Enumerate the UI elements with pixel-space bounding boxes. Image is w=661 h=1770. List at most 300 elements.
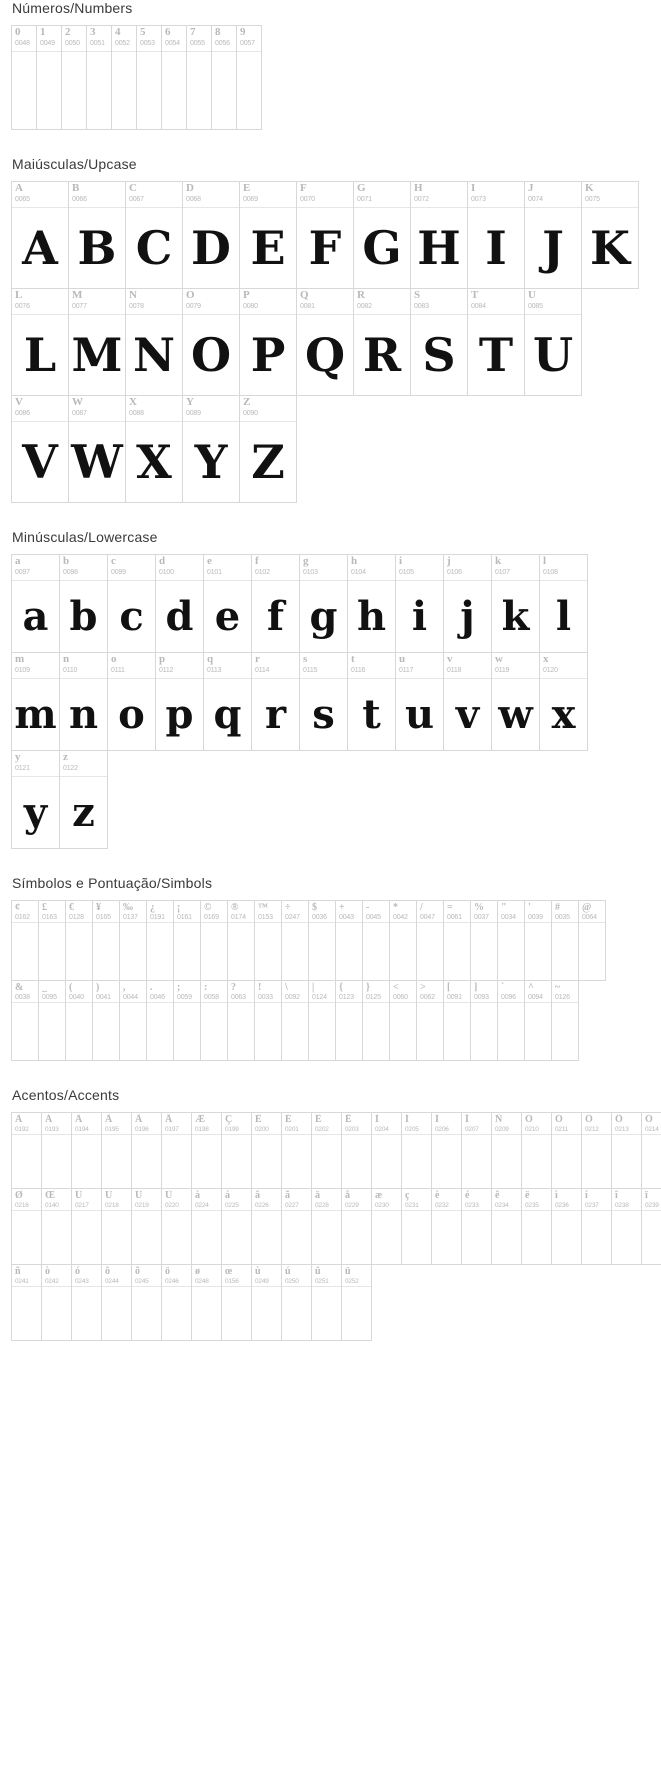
glyph-cell[interactable]	[41, 1188, 72, 1265]
glyph-cell[interactable]	[251, 1264, 282, 1341]
glyph-preview	[12, 923, 38, 980]
glyph-cell[interactable]	[119, 900, 147, 981]
glyph-cell[interactable]	[221, 1188, 252, 1265]
glyph-code-label: 0169	[204, 914, 219, 921]
glyph-char-label: S	[414, 290, 421, 301]
glyph-cell[interactable]	[347, 652, 396, 751]
glyph-cell[interactable]	[71, 1112, 102, 1189]
glyph-char-label: 7	[190, 27, 196, 38]
glyph-cell[interactable]	[551, 1112, 582, 1189]
glyph-cell-header	[444, 653, 491, 679]
glyph-cell-header	[492, 555, 539, 581]
glyph-cell-header	[112, 26, 136, 52]
glyph-code-label: 0051	[90, 40, 105, 47]
glyph-cell[interactable]	[186, 25, 212, 130]
glyph-preview	[147, 923, 173, 980]
glyph-cell[interactable]	[131, 1112, 162, 1189]
glyph-cell[interactable]	[416, 980, 444, 1061]
glyph-cell[interactable]	[146, 980, 174, 1061]
glyph-cell[interactable]	[524, 900, 552, 981]
glyph-code-label: 0092	[285, 994, 300, 1001]
glyph-cell[interactable]	[389, 900, 417, 981]
glyph-preview: K	[590, 221, 630, 275]
glyph-cell[interactable]	[68, 288, 126, 396]
glyph-cell[interactable]	[161, 25, 187, 130]
glyph-cell[interactable]	[36, 25, 62, 130]
glyph-cell[interactable]	[251, 554, 300, 653]
glyph-cell[interactable]	[551, 980, 579, 1061]
glyph-cell[interactable]	[299, 652, 348, 751]
glyph-cell[interactable]	[524, 288, 582, 396]
glyph-cell[interactable]	[38, 980, 66, 1061]
glyph-cell[interactable]	[227, 900, 255, 981]
glyph-cell[interactable]	[11, 1112, 42, 1189]
glyph-cell-header	[102, 1113, 131, 1135]
glyph-cell[interactable]	[182, 288, 240, 396]
glyph-code-label: 0095	[42, 994, 57, 1001]
glyph-cell[interactable]	[203, 554, 252, 653]
glyph-preview	[102, 1287, 131, 1340]
glyph-cell[interactable]	[239, 395, 297, 503]
glyph-cell[interactable]	[461, 1188, 492, 1265]
glyph-cell-header	[300, 653, 347, 679]
glyph-preview	[444, 1003, 470, 1060]
glyph-cell[interactable]	[497, 980, 525, 1061]
glyph-cell[interactable]	[521, 1188, 552, 1265]
glyph-cell[interactable]	[68, 181, 126, 289]
glyph-cell-header	[204, 555, 251, 581]
glyph-cell[interactable]	[65, 980, 93, 1061]
glyph-cell[interactable]	[211, 25, 237, 130]
glyph-code-label: 0115	[303, 667, 318, 674]
glyph-cell[interactable]	[11, 652, 60, 751]
glyph-cell[interactable]	[11, 900, 39, 981]
glyph-char-label: C	[129, 183, 137, 194]
glyph-cell-header	[12, 1189, 41, 1211]
glyph-cell[interactable]	[539, 652, 588, 751]
glyph-code-label: 0037	[474, 914, 489, 921]
glyph-cell-header	[228, 981, 254, 1003]
glyph-code-label: 0231	[405, 1202, 419, 1209]
glyph-cell[interactable]	[371, 1188, 402, 1265]
glyph-cell[interactable]	[101, 1188, 132, 1265]
glyph-cell[interactable]	[191, 1112, 222, 1189]
glyph-cell[interactable]	[539, 554, 588, 653]
glyph-cell-header	[540, 653, 587, 679]
glyph-cell[interactable]	[41, 1264, 72, 1341]
glyph-preview: I	[485, 221, 507, 275]
glyph-code-label: 0043	[339, 914, 354, 921]
glyph-code-label: 0200	[255, 1126, 269, 1133]
glyph-cell[interactable]	[155, 554, 204, 653]
glyph-cell[interactable]	[347, 554, 396, 653]
glyph-cell-header	[62, 26, 86, 52]
glyph-preview: P	[250, 328, 286, 382]
glyph-cell[interactable]	[353, 288, 411, 396]
glyph-cell[interactable]	[101, 1112, 132, 1189]
glyph-cell-header	[126, 289, 182, 315]
glyph-cell[interactable]	[11, 1188, 42, 1265]
glyph-cell[interactable]	[341, 1112, 372, 1189]
glyph-cell[interactable]	[239, 181, 297, 289]
glyph-code-label: 0247	[285, 914, 300, 921]
glyph-preview: M	[71, 328, 123, 382]
glyph-cell[interactable]	[203, 652, 252, 751]
glyph-cell-header	[444, 901, 470, 923]
glyph-char-label: {	[339, 982, 343, 993]
glyph-char-label: æ	[375, 1190, 383, 1201]
glyph-cell[interactable]	[395, 554, 444, 653]
glyph-preview	[312, 1211, 341, 1264]
glyph-code-label: 0119	[495, 667, 510, 674]
glyph-cell[interactable]	[11, 25, 37, 130]
glyph-preview: D	[191, 221, 231, 275]
glyph-char-label: Ø	[15, 1190, 23, 1201]
glyph-cell[interactable]	[251, 652, 300, 751]
glyph-cell[interactable]	[581, 1188, 612, 1265]
glyph-code-label: 0063	[231, 994, 246, 1001]
glyph-cell[interactable]	[111, 25, 137, 130]
glyph-cell[interactable]	[92, 900, 120, 981]
glyph-code-label: 0213	[615, 1126, 629, 1133]
glyph-cell-header	[390, 981, 416, 1003]
glyph-cell[interactable]	[59, 750, 108, 849]
glyph-preview	[525, 923, 551, 980]
glyph-cell[interactable]	[467, 181, 525, 289]
glyph-cell-header	[72, 1265, 101, 1287]
glyph-preview: j	[460, 593, 475, 640]
glyph-cell[interactable]	[251, 1112, 282, 1189]
glyph-cell[interactable]	[155, 652, 204, 751]
glyph-preview	[228, 1003, 254, 1060]
glyph-code-label: 0078	[129, 303, 144, 310]
glyph-cell[interactable]	[92, 980, 120, 1061]
glyph-cell[interactable]	[431, 1112, 462, 1189]
glyph-preview: s	[312, 691, 335, 738]
glyph-cell[interactable]	[491, 1112, 522, 1189]
glyph-preview: A	[22, 221, 58, 275]
glyph-cell[interactable]	[59, 652, 108, 751]
glyph-cell[interactable]	[491, 554, 540, 653]
glyph-preview	[87, 52, 111, 129]
glyph-cell[interactable]	[308, 900, 336, 981]
glyph-preview	[252, 1135, 281, 1188]
glyph-preview: v	[455, 691, 480, 738]
glyph-code-label: 0072	[414, 196, 429, 203]
glyph-char-label: #	[555, 902, 560, 913]
glyph-code-label: 0077	[72, 303, 87, 310]
glyph-cell[interactable]	[470, 980, 498, 1061]
glyph-cell[interactable]	[131, 1188, 162, 1265]
glyph-cell[interactable]	[641, 1112, 661, 1189]
glyph-char-label: O	[186, 290, 195, 301]
glyph-preview	[102, 1135, 131, 1188]
glyph-cell[interactable]	[335, 900, 363, 981]
glyph-code-label: 0163	[42, 914, 57, 921]
glyph-cell[interactable]	[491, 1188, 522, 1265]
glyph-cell[interactable]	[296, 181, 354, 289]
glyph-preview: d	[165, 593, 194, 640]
glyph-cell-header	[348, 653, 395, 679]
glyph-cell[interactable]	[281, 900, 309, 981]
glyph-code-label: 0083	[414, 303, 429, 310]
glyph-cell-header	[237, 26, 261, 52]
glyph-preview	[612, 1135, 641, 1188]
glyph-cell[interactable]	[182, 181, 240, 289]
glyph-cell-header	[147, 901, 173, 923]
glyph-code-label: 0049	[40, 40, 55, 47]
glyph-cell[interactable]	[136, 25, 162, 130]
glyph-cell[interactable]	[221, 1264, 252, 1341]
glyph-code-label: 0099	[111, 569, 126, 576]
glyph-preview	[336, 923, 362, 980]
glyph-cell-header	[282, 981, 308, 1003]
glyph-char-label: 8	[215, 27, 221, 38]
glyph-cell[interactable]	[401, 1112, 432, 1189]
glyph-char-label: n	[63, 654, 70, 665]
glyph-cell[interactable]	[341, 1264, 372, 1341]
glyph-char-label: ©	[204, 902, 212, 913]
glyph-code-label: 0128	[69, 914, 84, 921]
glyph-cell[interactable]	[335, 980, 363, 1061]
glyph-preview: T	[478, 328, 514, 382]
glyph-cell[interactable]	[443, 900, 471, 981]
glyph-code-label: 0203	[345, 1126, 359, 1133]
glyph-cell[interactable]	[71, 1264, 102, 1341]
glyph-cell[interactable]	[578, 900, 606, 981]
glyph-preview: b	[69, 593, 98, 640]
glyph-char-label: ¿	[150, 902, 155, 913]
glyph-cell[interactable]	[443, 652, 492, 751]
glyph-cell[interactable]	[38, 900, 66, 981]
glyph-char-label: m	[15, 654, 25, 665]
glyph-char-label: ,	[123, 982, 126, 993]
glyph-cell-header	[255, 901, 281, 923]
glyph-cell[interactable]	[311, 1264, 342, 1341]
glyph-cell[interactable]	[611, 1188, 642, 1265]
glyph-code-label: 0102	[255, 569, 270, 576]
glyph-cell[interactable]	[467, 288, 525, 396]
glyph-cell[interactable]	[11, 980, 39, 1061]
glyph-cell[interactable]	[281, 1112, 312, 1189]
glyph-char-label: Î	[435, 1114, 439, 1125]
glyph-cell[interactable]	[524, 181, 582, 289]
glyph-code-label: 0234	[495, 1202, 509, 1209]
glyph-cell[interactable]	[101, 1264, 132, 1341]
glyph-cell[interactable]	[443, 554, 492, 653]
glyph-cell[interactable]	[11, 288, 69, 396]
glyph-cell[interactable]	[296, 288, 354, 396]
glyph-cell[interactable]	[461, 1112, 492, 1189]
glyph-cell[interactable]	[443, 980, 471, 1061]
glyph-preview	[309, 1003, 335, 1060]
glyph-char-label: ä	[315, 1190, 320, 1201]
glyph-cell[interactable]	[581, 1112, 612, 1189]
glyph-cell[interactable]	[71, 1188, 102, 1265]
glyph-code-label: 0243	[75, 1278, 89, 1285]
glyph-cell[interactable]	[11, 181, 69, 289]
glyph-cell[interactable]	[119, 980, 147, 1061]
glyph-cell[interactable]	[41, 1112, 72, 1189]
glyph-cell[interactable]	[227, 980, 255, 1061]
glyph-char-label: %	[474, 902, 484, 913]
glyph-cell[interactable]	[353, 181, 411, 289]
glyph-preview	[252, 1287, 281, 1340]
glyph-cell-header	[69, 396, 125, 422]
glyph-preview	[462, 1135, 491, 1188]
glyph-cell-header	[579, 901, 605, 923]
glyph-cell[interactable]	[68, 395, 126, 503]
glyph-cell[interactable]	[521, 1112, 552, 1189]
glyph-preview: Z	[251, 435, 285, 489]
glyph-cell[interactable]	[308, 980, 336, 1061]
glyph-char-label: Õ	[615, 1114, 623, 1125]
glyph-preview	[12, 1135, 41, 1188]
glyph-preview	[522, 1211, 551, 1264]
glyph-cell[interactable]	[59, 554, 108, 653]
glyph-cell[interactable]	[221, 1112, 252, 1189]
glyph-cell[interactable]	[281, 1188, 312, 1265]
glyph-char-label: À	[15, 1114, 23, 1125]
glyph-cell[interactable]	[107, 652, 156, 751]
glyph-cell[interactable]	[251, 1188, 282, 1265]
glyph-preview	[312, 1287, 341, 1340]
glyph-cell[interactable]	[470, 900, 498, 981]
glyph-cell[interactable]	[254, 900, 282, 981]
glyph-cell[interactable]	[11, 554, 60, 653]
glyph-cell[interactable]	[410, 181, 468, 289]
glyph-cell[interactable]	[161, 1112, 192, 1189]
glyph-cell[interactable]	[146, 900, 174, 981]
glyph-preview: E	[250, 221, 286, 275]
glyph-code-label: 0124	[312, 994, 327, 1001]
glyph-cell[interactable]	[107, 554, 156, 653]
glyph-cell[interactable]	[395, 652, 444, 751]
glyph-cell[interactable]	[173, 900, 201, 981]
glyph-cell[interactable]	[311, 1188, 342, 1265]
glyph-cell[interactable]	[551, 900, 579, 981]
glyph-cell[interactable]	[86, 25, 112, 130]
glyph-cell[interactable]	[254, 980, 282, 1061]
glyph-cell[interactable]	[524, 980, 552, 1061]
glyph-cell[interactable]	[191, 1264, 222, 1341]
glyph-char-label: 2	[65, 27, 71, 38]
glyph-code-label: 0210	[525, 1126, 539, 1133]
glyph-cell[interactable]	[362, 900, 390, 981]
glyph-cell[interactable]	[236, 25, 262, 130]
glyph-cell[interactable]	[182, 395, 240, 503]
glyph-code-label: 0201	[285, 1126, 299, 1133]
glyph-char-label: K	[585, 183, 594, 194]
glyph-cell[interactable]	[200, 900, 228, 981]
glyph-char-label: 5	[140, 27, 146, 38]
glyph-code-label: 0101	[207, 569, 222, 576]
glyph-cell[interactable]	[125, 288, 183, 396]
glyph-cell[interactable]	[371, 1112, 402, 1189]
glyph-char-label: Û	[135, 1190, 143, 1201]
glyph-code-label: 0111	[111, 667, 125, 674]
glyph-char-label: ö	[165, 1266, 170, 1277]
glyph-cell[interactable]	[497, 900, 525, 981]
glyph-cell[interactable]	[401, 1188, 432, 1265]
glyph-cell[interactable]	[581, 181, 639, 289]
glyph-preview	[72, 1135, 101, 1188]
glyph-cell[interactable]	[173, 980, 201, 1061]
glyph-cell[interactable]	[11, 395, 69, 503]
glyph-cell[interactable]	[161, 1264, 192, 1341]
glyph-cell[interactable]	[65, 900, 93, 981]
glyph-cell[interactable]	[431, 1188, 462, 1265]
glyph-code-label: 0073	[471, 196, 486, 203]
glyph-cell[interactable]	[341, 1188, 372, 1265]
glyph-code-label: 0070	[300, 196, 315, 203]
glyph-preview	[579, 923, 605, 980]
glyph-cell[interactable]	[239, 288, 297, 396]
glyph-row	[12, 396, 297, 503]
glyph-cell[interactable]	[125, 181, 183, 289]
glyph-code-label: 0242	[45, 1278, 59, 1285]
glyph-cell[interactable]	[191, 1188, 222, 1265]
glyph-preview: y	[23, 789, 48, 836]
glyph-preview	[62, 52, 86, 129]
glyph-code-label: 0237	[585, 1202, 599, 1209]
glyph-cell-header	[12, 396, 68, 422]
glyph-cell[interactable]	[125, 395, 183, 503]
glyph-char-label: Å	[165, 1114, 173, 1125]
glyph-char-label: d	[159, 556, 166, 567]
glyph-row	[12, 182, 639, 289]
glyph-char-label: î	[615, 1190, 618, 1201]
glyph-preview	[432, 1135, 461, 1188]
glyph-code-label: 0084	[471, 303, 486, 310]
glyph-cell[interactable]	[281, 1264, 312, 1341]
glyph-preview	[222, 1135, 251, 1188]
glyph-preview: O	[190, 328, 232, 382]
glyph-cell[interactable]	[416, 900, 444, 981]
glyph-cell-header	[252, 1113, 281, 1135]
glyph-cell[interactable]	[131, 1264, 162, 1341]
glyph-cell-header	[228, 901, 254, 923]
glyph-cell[interactable]	[61, 25, 87, 130]
glyph-char-label: y	[15, 752, 21, 763]
glyph-cell[interactable]	[299, 554, 348, 653]
glyph-cell[interactable]	[311, 1112, 342, 1189]
glyph-cell[interactable]	[551, 1188, 582, 1265]
glyph-char-label: H	[414, 183, 423, 194]
glyph-char-label: "	[501, 902, 507, 913]
glyph-cell[interactable]	[161, 1188, 192, 1265]
glyph-char-label: â	[255, 1190, 260, 1201]
glyph-cell[interactable]	[491, 652, 540, 751]
glyph-code-label: 0034	[501, 914, 516, 921]
glyph-cell[interactable]	[362, 980, 390, 1061]
glyph-grid	[12, 26, 661, 130]
glyph-cell-header	[120, 981, 146, 1003]
glyph-cell[interactable]	[410, 288, 468, 396]
glyph-code-label: 0191	[150, 914, 165, 921]
glyph-char-label: á	[225, 1190, 230, 1201]
glyph-cell[interactable]	[281, 980, 309, 1061]
glyph-preview	[522, 1135, 551, 1188]
glyph-cell[interactable]	[641, 1188, 661, 1265]
glyph-cell[interactable]	[611, 1112, 642, 1189]
glyph-cell[interactable]	[200, 980, 228, 1061]
glyph-code-label: 0116	[351, 667, 366, 674]
glyph-cell[interactable]	[11, 1264, 42, 1341]
glyph-cell[interactable]	[389, 980, 417, 1061]
glyph-cell-header	[336, 981, 362, 1003]
glyph-cell[interactable]	[11, 750, 60, 849]
